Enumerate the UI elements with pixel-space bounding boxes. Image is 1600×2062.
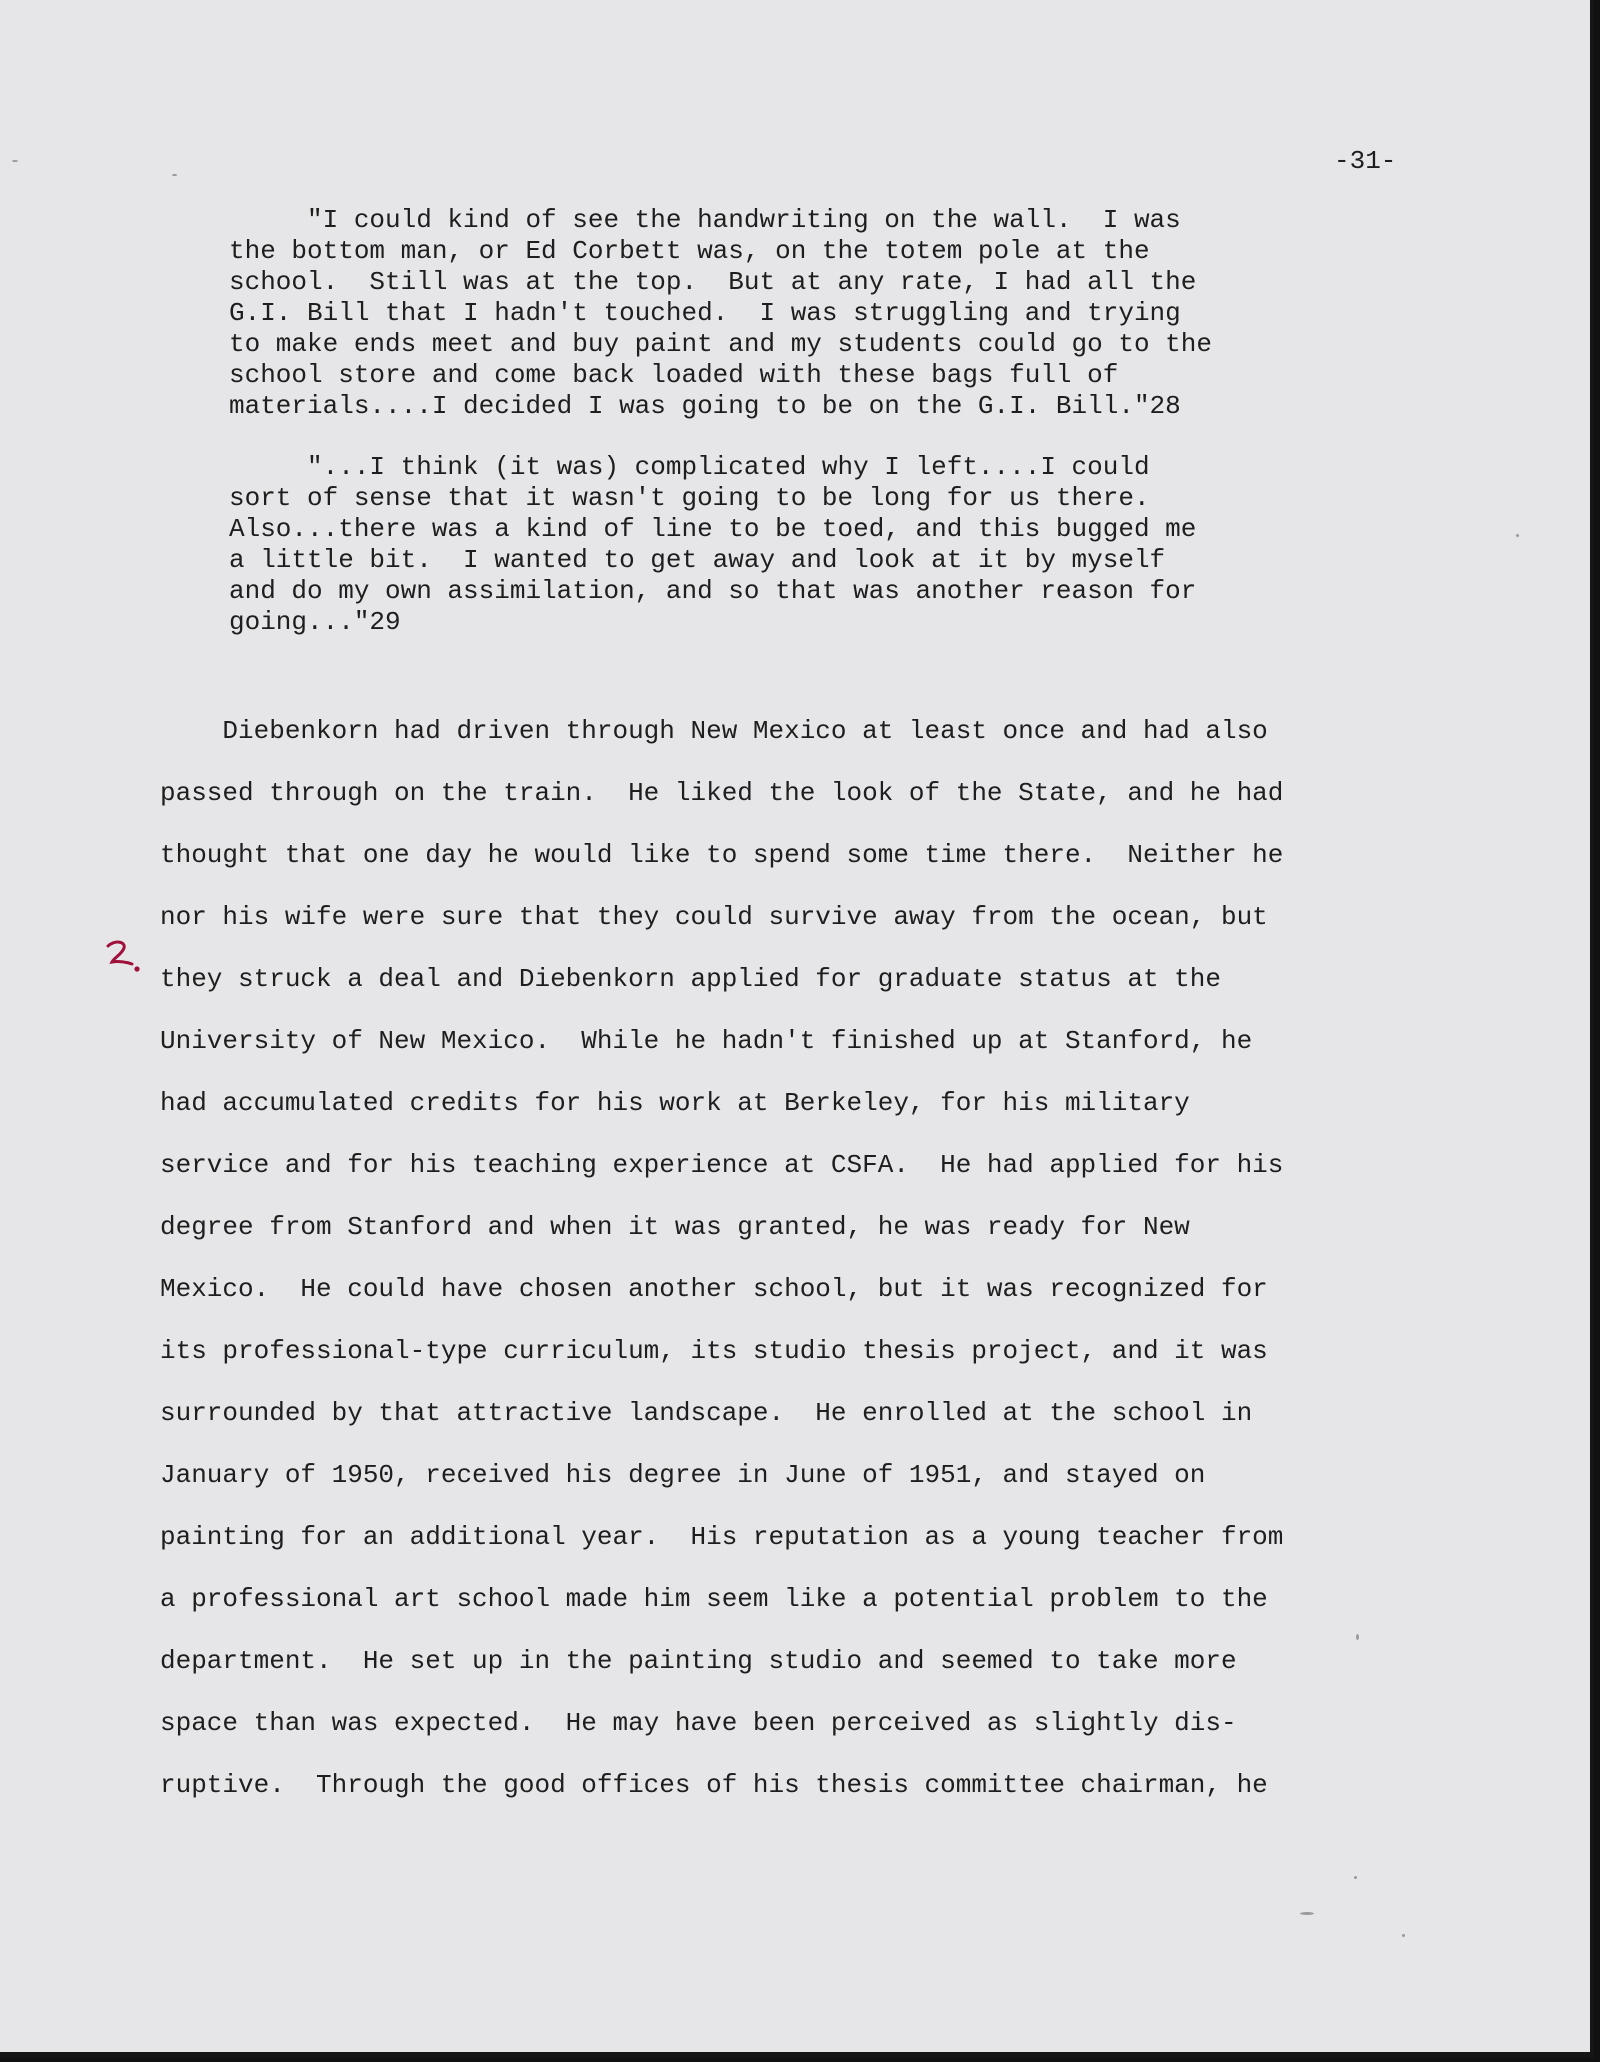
scan-speck [1402,1934,1405,1937]
annotation-dot [134,966,139,971]
block-quote-2: "...I think (it was) complicated why I left....I could sort of sense that it wasn't going to be long for us there. Also...there was a kind of line to be toed, and this bugged me a little bit. I wanted to get away and look at it by myself and do my own assimilation, and so that was another reason for going..."29 [229,452,1197,637]
scan-speck [1354,1876,1357,1879]
body-paragraph: Diebenkorn had driven through New Mexico at least once and had also passed through on the train. He liked the look of the State, and he had thought that one day he would like to spend some time there. Neither he nor his wife were sure that they could survive away from the ocean, but they struck a deal and Diebenkorn applied for graduate status at the University of New Mexico. While he hadn't finished up at Stanford, he had accumulated credits for his work at Berkeley, for his military service and for his teaching experience at CSFA. He had applied for his degree from Stanford and when it was granted, he was ready for New Mexico. He could have chosen another school, but it was recognized for its professional-type curriculum, its studio thesis project, and it was surrounded by that attractive landscape. He enrolled at the school in January of 1950, received his degree in June of 1951, and stayed on painting for an additional year. His reputation as a young teacher from a professional art school made him seem like a potential problem to the department. He set up in the painting studio and seemed to take more space than was expected. He may have been perceived as slightly dis- ruptive. Through the good offices of his thesis committee chairman, he [160,716,1284,1800]
page-number: -31- [1334,146,1397,176]
scan-speck [172,174,177,176]
scan-speck [1300,1912,1314,1915]
handwritten-margin-annotation [104,938,148,978]
block-quote-1: "I could kind of see the handwriting on the wall. I was the bottom man, or Ed Corbett was, on the totem pole at the school. Still was at the top. But at any rate, I had all the G.I. Bill that I hadn't touched. I was struggling and trying to make ends meet and buy paint and my students could go to the school store and come back loaded with these bags full of materials....I decided I was going to be on the G.I. Bill."28 [229,205,1212,421]
scan-speck [1356,1634,1359,1640]
scan-speck [1516,534,1519,537]
annotation-numeral-stroke [108,942,132,964]
scan-speck [12,160,18,162]
